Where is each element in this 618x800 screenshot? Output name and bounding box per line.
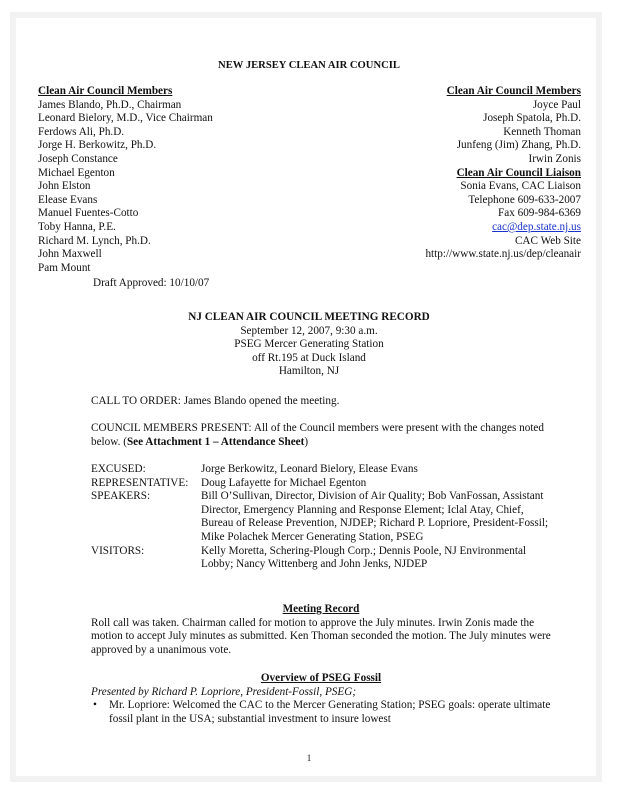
left-members-column bbox=[38, 85, 213, 275]
page-number: 1 bbox=[306, 753, 312, 763]
left-members-list bbox=[38, 99, 213, 276]
attachment-reference: See Attachment 1 – Attendance Sheet bbox=[126, 435, 305, 448]
attendance-row bbox=[91, 490, 551, 544]
member-name: Ferdows Ali, Ph.D. bbox=[38, 125, 125, 138]
attendance-row bbox=[91, 545, 551, 572]
meeting-title: NJ CLEAN AIR COUNCIL MEETING RECORD bbox=[188, 311, 430, 323]
website-url: http://www.state.nj.us/dep/cleanair bbox=[425, 248, 581, 261]
meeting-record-heading: Meeting Record bbox=[282, 603, 360, 615]
attendance-label: EXCUSED: bbox=[91, 463, 146, 475]
left-members-heading: Clean Air Council Members bbox=[38, 85, 173, 97]
liaison-heading: Clean Air Council Liaison bbox=[456, 166, 581, 179]
liaison-fax: Fax 609-984-6369 bbox=[498, 207, 581, 220]
meeting-location-1: PSEG Mercer Generating Station bbox=[234, 338, 384, 351]
meeting-date: September 12, 2007, 9:30 a.m. bbox=[240, 324, 378, 337]
overview-section bbox=[91, 672, 551, 726]
document-title: NEW JERSEY CLEAN AIR COUNCIL bbox=[218, 60, 400, 71]
call-to-order: CALL TO ORDER: James Blando opened the meeting. bbox=[91, 395, 340, 407]
draft-approved: Draft Approved: 10/10/07 bbox=[93, 277, 210, 289]
overview-bullets bbox=[91, 699, 551, 726]
attendance-label: REPRESENTATIVE: bbox=[91, 476, 189, 489]
attendance-section bbox=[91, 463, 551, 572]
attendance-value: Jorge Berkowitz, Leonard Bielory, Elease Evans bbox=[201, 463, 418, 475]
liaison-name: Sonia Evans, CAC Liaison bbox=[460, 180, 581, 193]
attendance-value: Bill O’Sullivan, Director, Division of Air Quality; Bob VanFossan, Assistant Director, Emergency Planning and Response Element; Iclal Atay, Chief, Bureau of Release Prevention, NJDEP; Richard P. Lopriore, President-Fossil; Mike Polachek Mercer Generating Station, PSEG bbox=[201, 490, 549, 543]
right-members-list bbox=[425, 99, 581, 167]
member-name: Toby Hanna, P.E. bbox=[38, 220, 116, 233]
member-name: Joyce Paul bbox=[532, 98, 581, 111]
meeting-record-text: Roll call was taken. Chairman called for motion to approve the July minutes. Irwin Zonis made the motion to accept July minutes as submitted. Ken Thoman seconded the motion. The July minutes were approved by a unanimous vote. bbox=[91, 616, 551, 656]
member-name: Michael Egenton bbox=[38, 166, 115, 179]
members-present-text: COUNCIL MEMBERS PRESENT: All of the Council members were present with the changes noted below. ( bbox=[91, 422, 544, 448]
member-name: Kenneth Thoman bbox=[503, 125, 581, 138]
attendance-row bbox=[91, 477, 551, 491]
right-members-column bbox=[425, 85, 581, 262]
member-name: Jorge H. Berkowitz, Ph.D. bbox=[38, 139, 157, 152]
members-present bbox=[91, 422, 551, 449]
members-present-close: ) bbox=[304, 435, 309, 448]
member-name: Richard M. Lynch, Ph.D. bbox=[38, 234, 151, 247]
attendance-row bbox=[91, 463, 551, 477]
member-name: Junfeng (Jim) Zhang, Ph.D. bbox=[456, 139, 581, 152]
meeting-location-3: Hamilton, NJ bbox=[278, 365, 340, 378]
member-name: Irwin Zonis bbox=[528, 152, 581, 165]
meeting-location-2: off Rt.195 at Duck Island bbox=[252, 351, 366, 364]
overview-heading: Overview of PSEG Fossil bbox=[260, 672, 382, 684]
overview-bullet-item: • Mr. Lopriore: Welcomed the CAC to the Mercer Generating Station; PSEG goals: operate ultimate fossil plant in the USA; substantial investment to insure lowest bbox=[91, 699, 551, 726]
member-name: Elease Evans bbox=[38, 193, 98, 206]
member-name: James Blando, Ph.D., Chairman bbox=[38, 98, 182, 111]
attendance-value: Kelly Moretta, Schering-Plough Corp.; Dennis Poole, NJ Environmental Lobby; Nancy Wittenberg and John Jenks, NJDEP bbox=[201, 544, 527, 571]
liaison-telephone: Telephone 609-633-2007 bbox=[468, 193, 581, 206]
attendance-label: SPEAKERS: bbox=[91, 490, 151, 503]
member-name: Joseph Constance bbox=[38, 152, 118, 165]
website-label: CAC Web Site bbox=[514, 234, 581, 247]
meeting-header bbox=[0, 311, 618, 379]
member-name: John Elston bbox=[38, 180, 91, 193]
member-name: Manuel Fuentes-Cotto bbox=[38, 207, 139, 220]
meeting-record-section bbox=[91, 603, 551, 657]
attendance-label: VISITORS: bbox=[91, 544, 145, 557]
member-name: Leonard Bielory, M.D., Vice Chairman bbox=[38, 112, 213, 125]
member-name: Joseph Spatola, Ph.D. bbox=[483, 112, 581, 125]
overview-presenter: Presented by Richard P. Lopriore, President-Fossil, PSEG; bbox=[91, 685, 357, 698]
right-members-heading: Clean Air Council Members bbox=[446, 85, 581, 97]
attendance-value: Doug Lafayette for Michael Egenton bbox=[201, 476, 367, 489]
member-name: Pam Mount bbox=[38, 261, 91, 274]
member-name: John Maxwell bbox=[38, 248, 102, 261]
liaison-email-link[interactable]: cac@dep.state.nj.us bbox=[492, 220, 581, 233]
